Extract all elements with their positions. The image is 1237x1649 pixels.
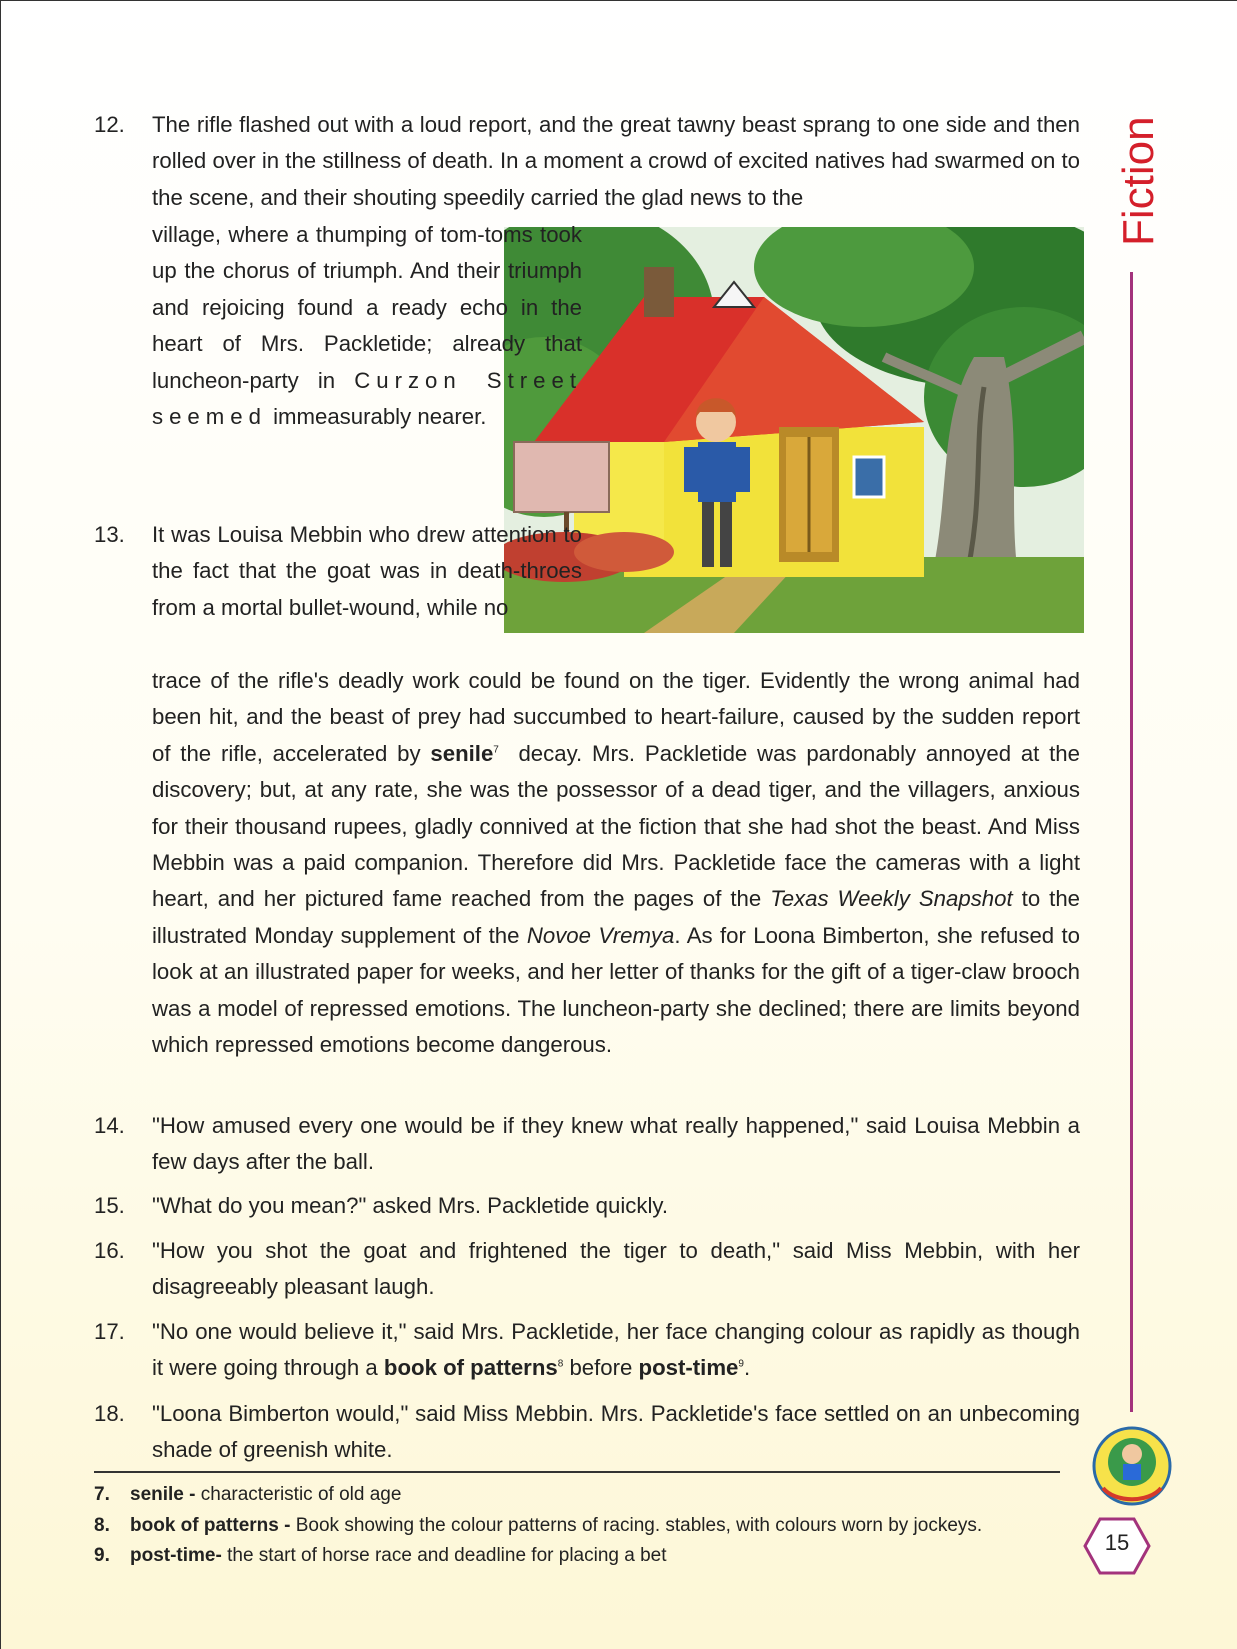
paragraph-number: 14. bbox=[94, 1113, 125, 1138]
paragraph-text: "What do you mean?" asked Mrs. Packletide quickly. bbox=[152, 1193, 669, 1218]
glossary-term-senile: senile bbox=[430, 740, 494, 766]
paragraph-text: "How you shot the goat and frightened the tiger to death," said Miss Mebbin, with her disagreeably pleasant laugh. bbox=[152, 1238, 1080, 1300]
paragraph-17 bbox=[94, 1314, 1084, 1387]
paragraph-text: "How amused every one would be if they knew what really happened," said Louisa Mebbin a few days after the ball. bbox=[152, 1113, 1080, 1175]
footnote-divider bbox=[94, 1471, 1060, 1473]
side-accent-line bbox=[1130, 272, 1133, 1412]
paragraph-text: village, where a thumping of tom-toms took up the chorus of triumph. And their triumph and rejoicing found a ready echo in the heart of Mrs. Packletide; already that luncheon-party in Curzon Street seemed immeasurably nearer. bbox=[152, 222, 582, 430]
glossary-term-book-of-patterns: book of patterns bbox=[383, 1355, 558, 1381]
footnote-9: 9. post-time- the start of horse race and deadline for placing a bet bbox=[94, 1545, 667, 1566]
italic-title-texas: Texas Weekly Snapshot bbox=[770, 886, 1013, 912]
paragraph-number: 12. bbox=[94, 112, 125, 137]
paragraph-12 bbox=[94, 107, 1084, 216]
glossary-term-post-time: post-time bbox=[638, 1355, 739, 1381]
spaced-text: Curzon Street seemed bbox=[152, 367, 582, 430]
footnote-ref-7: 7 bbox=[493, 744, 499, 756]
footnote-ref-9: 9 bbox=[738, 1359, 744, 1371]
paragraph-13-continued bbox=[94, 663, 1084, 1063]
footnote-ref-8: 8 bbox=[557, 1359, 564, 1371]
paragraph-13 bbox=[94, 517, 1084, 626]
paragraph-text: It was Louisa Mebbin who drew attention to the fact that the goat was in death-throes from a mortal bullet-wound, while no bbox=[152, 522, 582, 620]
paragraph-text: "No one would believe it," said Mrs. Packletide, her face changing colour as rapidly as though it were going through a book of patterns$^8$ before post-time$^9$. bbox=[152, 1319, 1080, 1381]
footnote-7: 7. senile - characteristic of old age bbox=[94, 1484, 402, 1505]
footnote-8: 8. book of patterns - Book showing the colour patterns of racing. stables, with colours worn by jockeys. bbox=[94, 1515, 983, 1536]
italic-title-novoe: Novoe Vremya bbox=[526, 922, 675, 948]
paragraph-text: trace of the rifle's deadly work could be found on the tiger. Evidently the wrong animal had been hit, and the beast of prey had succumbed to heart-failure, caused by the sudden report of the rifle, accelerated by senile$^7$ decay. Mrs. Packletide was pardonably annoyed at the discovery; but, at any rate, she was the possessor of a dead tiger, and the villagers, anxious for their thousand rupees, gladly connived at the fiction that she had shot the beast. And Miss Mebbin was a paid companion. Therefore did Mrs. Packletide face the cameras with a light heart, and her pictured fame reached from the pages of the Texas Weekly Snapshot to the illustrated Monday supplement of the Novoe Vremya. As for Loona Bimberton, she refused to look at an illustrated paper for weeks, and her letter of thanks for the gift of a tiger-claw brooch was a model of repressed emotions. The luncheon-party she declined; there are limits beyond which repressed emotions become dangerous. bbox=[152, 668, 1080, 1058]
paragraph-number: 17. bbox=[94, 1319, 125, 1344]
paragraph-16 bbox=[94, 1233, 1084, 1306]
paragraph-number: 13. bbox=[94, 522, 125, 547]
paragraph-18 bbox=[94, 1396, 1084, 1469]
paragraph-number: 15. bbox=[94, 1193, 125, 1218]
paragraph-15 bbox=[94, 1188, 1084, 1224]
publisher-logo bbox=[1085, 1418, 1180, 1518]
paragraph-number: 16. bbox=[94, 1238, 125, 1263]
paragraph-number: 18. bbox=[94, 1401, 125, 1426]
paragraph-text: "Loona Bimberton would," said Miss Mebbin. Mrs. Packletide's face settled on an unbecoming shade of greenish white. bbox=[152, 1401, 1080, 1463]
fiction-side-label bbox=[1085, 108, 1185, 248]
paragraph-text: The rifle flashed out with a loud report, and the great tawny beast sprang to one side and then rolled over in the stillness of death. In a moment a crowd of excited natives had swarmed on to the scene, and their shouting speedily carried the glad news to the bbox=[152, 112, 1080, 210]
paragraph-14 bbox=[94, 1108, 1084, 1181]
fiction-label-text: Fiction bbox=[1114, 116, 1163, 246]
page-number: 15 bbox=[1104, 1530, 1130, 1555]
paragraph-12-continued bbox=[94, 217, 1084, 435]
